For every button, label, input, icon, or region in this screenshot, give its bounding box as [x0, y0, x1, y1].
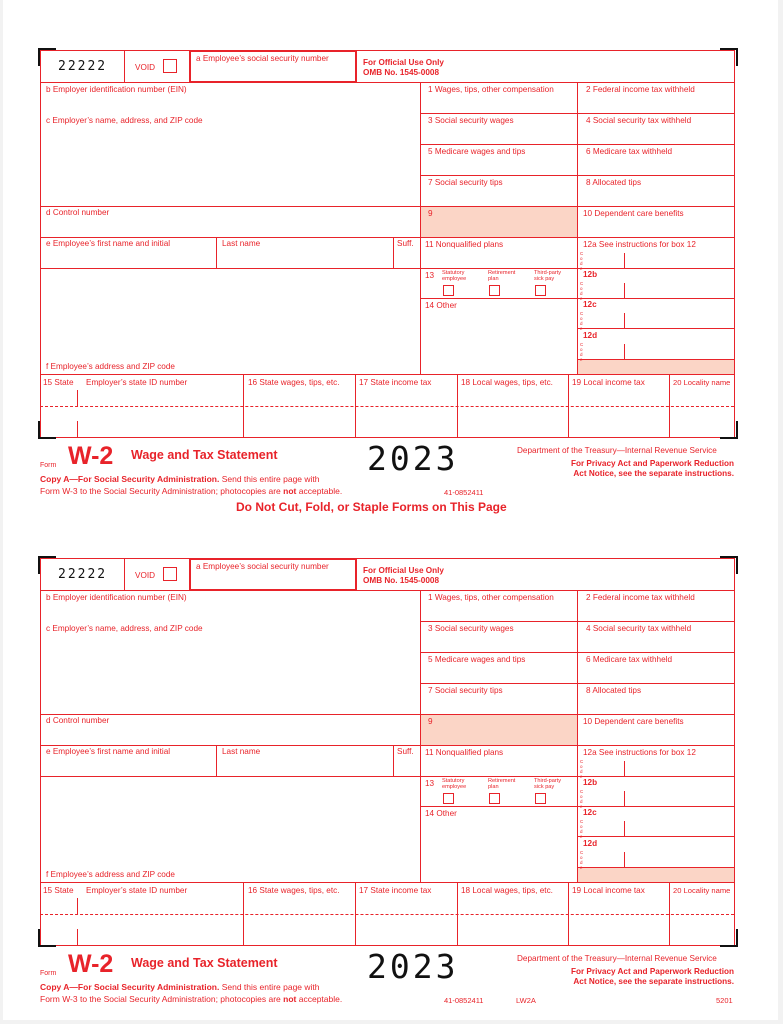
form-rule — [568, 882, 569, 945]
copy-a-heading: Copy A—For Social Security Administration. — [40, 982, 220, 992]
form-rule — [568, 374, 569, 437]
crop-mark — [720, 929, 738, 947]
box-12d-code-label: C o d e — [580, 342, 584, 362]
box-1-label: 1 Wages, tips, other compensation — [428, 85, 554, 94]
third-party-sick-pay-checkbox[interactable] — [535, 285, 546, 296]
product-code: LW2A — [516, 996, 536, 1005]
form-rule — [577, 82, 578, 374]
box-17-label: 17 State income tax — [359, 886, 432, 895]
form-name: W-2 — [68, 442, 114, 470]
form-rule — [624, 791, 625, 806]
box-1-label: 1 Wages, tips, other compensation — [428, 593, 554, 602]
copy-a-line1 — [40, 474, 320, 484]
form-name: W-2 — [68, 950, 114, 978]
void-checkbox[interactable] — [163, 567, 177, 581]
box-2-label: 2 Federal income tax withheld — [586, 593, 695, 602]
form-rule — [734, 50, 735, 437]
box-e-last-label: Last name — [222, 747, 261, 756]
copy-a-line2 — [40, 994, 342, 1004]
form-rule — [40, 914, 734, 915]
box-4-label: 4 Social security tax withheld — [586, 624, 692, 633]
box-2-label: 2 Federal income tax withheld — [586, 85, 695, 94]
form-rule — [40, 882, 734, 883]
form-title: Wage and Tax Statement — [131, 956, 278, 970]
form-rule — [734, 558, 735, 945]
box-4-label: 4 Social security tax withheld — [586, 116, 692, 125]
form-rule — [77, 929, 78, 945]
box-7-label: 7 Social security tips — [428, 178, 503, 187]
box-12c-label: 12c — [583, 300, 597, 309]
privacy-notice-line2: Act Notice, see the separate instructions. — [573, 977, 734, 986]
form-rule — [124, 558, 125, 590]
form-rule — [77, 898, 78, 914]
void-label: VOID — [135, 571, 156, 580]
box-f-label: f Employee’s address and ZIP code — [46, 362, 175, 371]
form-code: 22222 — [58, 59, 108, 74]
form-rule — [457, 882, 458, 945]
form-rule — [243, 882, 244, 945]
form-rule — [243, 374, 244, 437]
form-rule — [40, 776, 420, 777]
form-rule — [124, 50, 125, 82]
box-12b-code-label: C o d e — [580, 789, 584, 809]
box-a-label: a Employee’s social security number — [196, 562, 329, 571]
box-10-label: 10 Dependent care benefits — [583, 209, 684, 218]
crop-mark — [38, 929, 56, 947]
form-rule — [577, 836, 734, 837]
box-9-shade — [421, 207, 577, 237]
form-rule — [40, 745, 734, 746]
form-rule — [624, 283, 625, 298]
form-rule — [624, 344, 625, 359]
box-d-label: d Control number — [46, 716, 110, 725]
form-rule — [624, 253, 625, 268]
box-15-id-label: Employer’s state ID number — [86, 378, 188, 387]
form-rule — [577, 328, 734, 329]
copy-a-not: not — [283, 994, 297, 1004]
box-11-label: 11 Nonqualified plans — [425, 240, 504, 249]
box-12c-label: 12c — [583, 808, 597, 817]
catalog-number: 41-0852411 — [444, 488, 484, 497]
form-rule — [40, 268, 420, 269]
box-12d-shade — [578, 868, 734, 882]
box-e-first-label: e Employee’s first name and initial — [46, 239, 171, 248]
box-14-label: 14 Other — [425, 809, 457, 818]
privacy-notice-line1: For Privacy Act and Paperwork Reduction — [570, 967, 734, 976]
box-9-label: 9 — [428, 209, 433, 218]
box-e-suffix-label: Suff. — [397, 747, 414, 756]
form-rule — [577, 298, 734, 299]
box-b-label: b Employer identification number (EIN) — [46, 593, 187, 602]
do-not-cut-notice: Do Not Cut, Fold, or Staple Forms on This Page — [236, 500, 507, 514]
form-rule — [355, 882, 356, 945]
form-rule — [40, 50, 41, 437]
crop-mark — [720, 48, 738, 66]
box-14-label: 14 Other — [425, 301, 457, 310]
omb-number: OMB No. 1545-0008 — [363, 68, 439, 77]
form-rule — [40, 82, 734, 83]
copy-a-text: Form W-3 to the Social Security Administration; photocopies are — [40, 994, 284, 1004]
box-12d-code-label: C o d e — [580, 850, 584, 870]
box-20-label: 20 Locality name — [673, 378, 731, 387]
product-number: 5201 — [716, 996, 733, 1005]
form-rule — [40, 590, 734, 591]
box-13-label: 13 — [425, 271, 435, 280]
box-15-id-label: Employer’s state ID number — [86, 886, 188, 895]
form-rule — [355, 374, 356, 437]
third-party-sick-pay-label: Third-party sick pay — [534, 270, 562, 282]
box-12b-label: 12b — [583, 778, 598, 787]
box-7-label: 7 Social security tips — [428, 686, 503, 695]
box-12d-label: 12d — [583, 839, 598, 848]
department-label: Department of the Treasury—Internal Revenue Service — [517, 446, 717, 455]
third-party-sick-pay-checkbox[interactable] — [535, 793, 546, 804]
privacy-notice-line1: For Privacy Act and Paperwork Reduction — [570, 459, 734, 468]
omb-number: OMB No. 1545-0008 — [363, 576, 439, 585]
copy-a-text: acceptable. — [296, 994, 343, 1004]
box-12a-label: 12a See instructions for box 12 — [583, 748, 696, 757]
catalog-number: 41-0852411 — [444, 996, 484, 1005]
retirement-plan-checkbox[interactable] — [489, 285, 500, 296]
copy-a-heading: Copy A—For Social Security Administration. — [40, 474, 220, 484]
crop-mark — [38, 421, 56, 439]
box-e-last-label: Last name — [222, 239, 261, 248]
box-19-label: 19 Local income tax — [572, 378, 645, 387]
box-15-label: 15 State — [43, 378, 74, 387]
form-rule — [216, 745, 217, 776]
box-16-label: 16 State wages, tips, etc. — [248, 378, 340, 387]
copy-a-text: acceptable. — [296, 486, 343, 496]
retirement-plan-label: Retirement plan — [488, 270, 516, 282]
copy-a-not: not — [283, 486, 297, 496]
form-rule — [624, 852, 625, 867]
retirement-plan-checkbox[interactable] — [489, 793, 500, 804]
form-rule — [40, 406, 734, 407]
form-rule — [420, 298, 577, 299]
form-rule — [669, 374, 670, 437]
box-18-label: 18 Local wages, tips, etc. — [461, 378, 553, 387]
box-17-label: 17 State income tax — [359, 378, 432, 387]
box-8-label: 8 Allocated tips — [586, 686, 642, 695]
box-5-label: 5 Medicare wages and tips — [428, 655, 526, 664]
tax-year: 2023 — [367, 439, 459, 478]
box-8-label: 8 Allocated tips — [586, 178, 642, 187]
form-rule — [216, 237, 217, 268]
box-e-first-label: e Employee’s first name and initial — [46, 747, 171, 756]
statutory-employee-label: Statutory employee — [442, 270, 467, 282]
box-15-label: 15 State — [43, 886, 74, 895]
form-label: Form — [40, 970, 57, 977]
crop-mark — [720, 556, 738, 574]
statutory-employee-checkbox[interactable] — [443, 285, 454, 296]
box-c-label: c Employer’s name, address, and ZIP code — [46, 624, 203, 633]
crop-mark — [38, 556, 56, 574]
box-12b-code-label: C o d e — [580, 281, 584, 301]
form-rule — [40, 945, 734, 946]
box-a-label: a Employee’s social security number — [196, 54, 329, 63]
box-9-shade — [421, 715, 577, 745]
privacy-notice-line2: Act Notice, see the separate instructions. — [573, 469, 734, 478]
box-19-label: 19 Local income tax — [572, 886, 645, 895]
form-rule — [457, 374, 458, 437]
form-rule — [40, 437, 734, 438]
statutory-employee-label: Statutory employee — [442, 778, 467, 790]
third-party-sick-pay-label: Third-party sick pay — [534, 778, 562, 790]
box-13-label: 13 — [425, 779, 435, 788]
box-20-label: 20 Locality name — [673, 886, 731, 895]
box-10-label: 10 Dependent care benefits — [583, 717, 684, 726]
void-checkbox[interactable] — [163, 59, 177, 73]
box-9-label: 9 — [428, 717, 433, 726]
box-12a-code-label: C o d e — [580, 251, 584, 271]
box-12c-code-label: C o d e — [580, 819, 584, 839]
form-rule — [40, 558, 734, 559]
form-rule — [40, 558, 41, 945]
tax-year: 2023 — [367, 947, 459, 986]
box-12a-code-label: C o d e — [580, 759, 584, 779]
box-12d-shade — [578, 360, 734, 374]
box-3-label: 3 Social security wages — [428, 116, 514, 125]
box-c-label: c Employer’s name, address, and ZIP code — [46, 116, 203, 125]
box-f-label: f Employee’s address and ZIP code — [46, 870, 175, 879]
form-code: 22222 — [58, 567, 108, 582]
form-rule — [77, 390, 78, 406]
official-use-label: For Official Use Only — [363, 58, 444, 67]
form-title: Wage and Tax Statement — [131, 448, 278, 462]
box-12b-label: 12b — [583, 270, 598, 279]
crop-mark — [38, 48, 56, 66]
form-rule — [577, 806, 734, 807]
box-3-label: 3 Social security wages — [428, 624, 514, 633]
form-label: Form — [40, 462, 57, 469]
official-use-label: For Official Use Only — [363, 566, 444, 575]
form-rule — [40, 237, 734, 238]
form-rule — [420, 806, 577, 807]
box-6-label: 6 Medicare tax withheld — [586, 655, 673, 664]
department-label: Department of the Treasury—Internal Revenue Service — [517, 954, 717, 963]
crop-mark — [720, 421, 738, 439]
form-rule — [40, 714, 734, 715]
form-rule — [40, 206, 734, 207]
form-rule — [393, 237, 394, 268]
box-6-label: 6 Medicare tax withheld — [586, 147, 673, 156]
copy-a-text: Send this entire page with — [219, 982, 320, 992]
form-rule — [669, 882, 670, 945]
copy-a-text: Send this entire page with — [219, 474, 320, 484]
copy-a-text: Form W-3 to the Social Security Administration; photocopies are — [40, 486, 284, 496]
form-rule — [577, 590, 578, 882]
form-rule — [624, 821, 625, 836]
box-12c-code-label: C o d e — [580, 311, 584, 331]
w2-form-copy — [0, 0, 783, 497]
copy-a-line1 — [40, 982, 320, 992]
form-rule — [393, 745, 394, 776]
box-12d-label: 12d — [583, 331, 598, 340]
form-rule — [40, 374, 734, 375]
box-11-label: 11 Nonqualified plans — [425, 748, 504, 757]
box-12a-label: 12a See instructions for box 12 — [583, 240, 696, 249]
copy-a-line2 — [40, 486, 342, 496]
form-rule — [624, 761, 625, 776]
form-rule — [40, 50, 734, 51]
w2-form-copy — [0, 508, 783, 1005]
form-rule — [624, 313, 625, 328]
box-b-label: b Employer identification number (EIN) — [46, 85, 187, 94]
void-label: VOID — [135, 63, 156, 72]
box-e-suffix-label: Suff. — [397, 239, 414, 248]
retirement-plan-label: Retirement plan — [488, 778, 516, 790]
box-d-label: d Control number — [46, 208, 110, 217]
form-rule — [77, 421, 78, 437]
box-18-label: 18 Local wages, tips, etc. — [461, 886, 553, 895]
box-5-label: 5 Medicare wages and tips — [428, 147, 526, 156]
box-16-label: 16 State wages, tips, etc. — [248, 886, 340, 895]
statutory-employee-checkbox[interactable] — [443, 793, 454, 804]
